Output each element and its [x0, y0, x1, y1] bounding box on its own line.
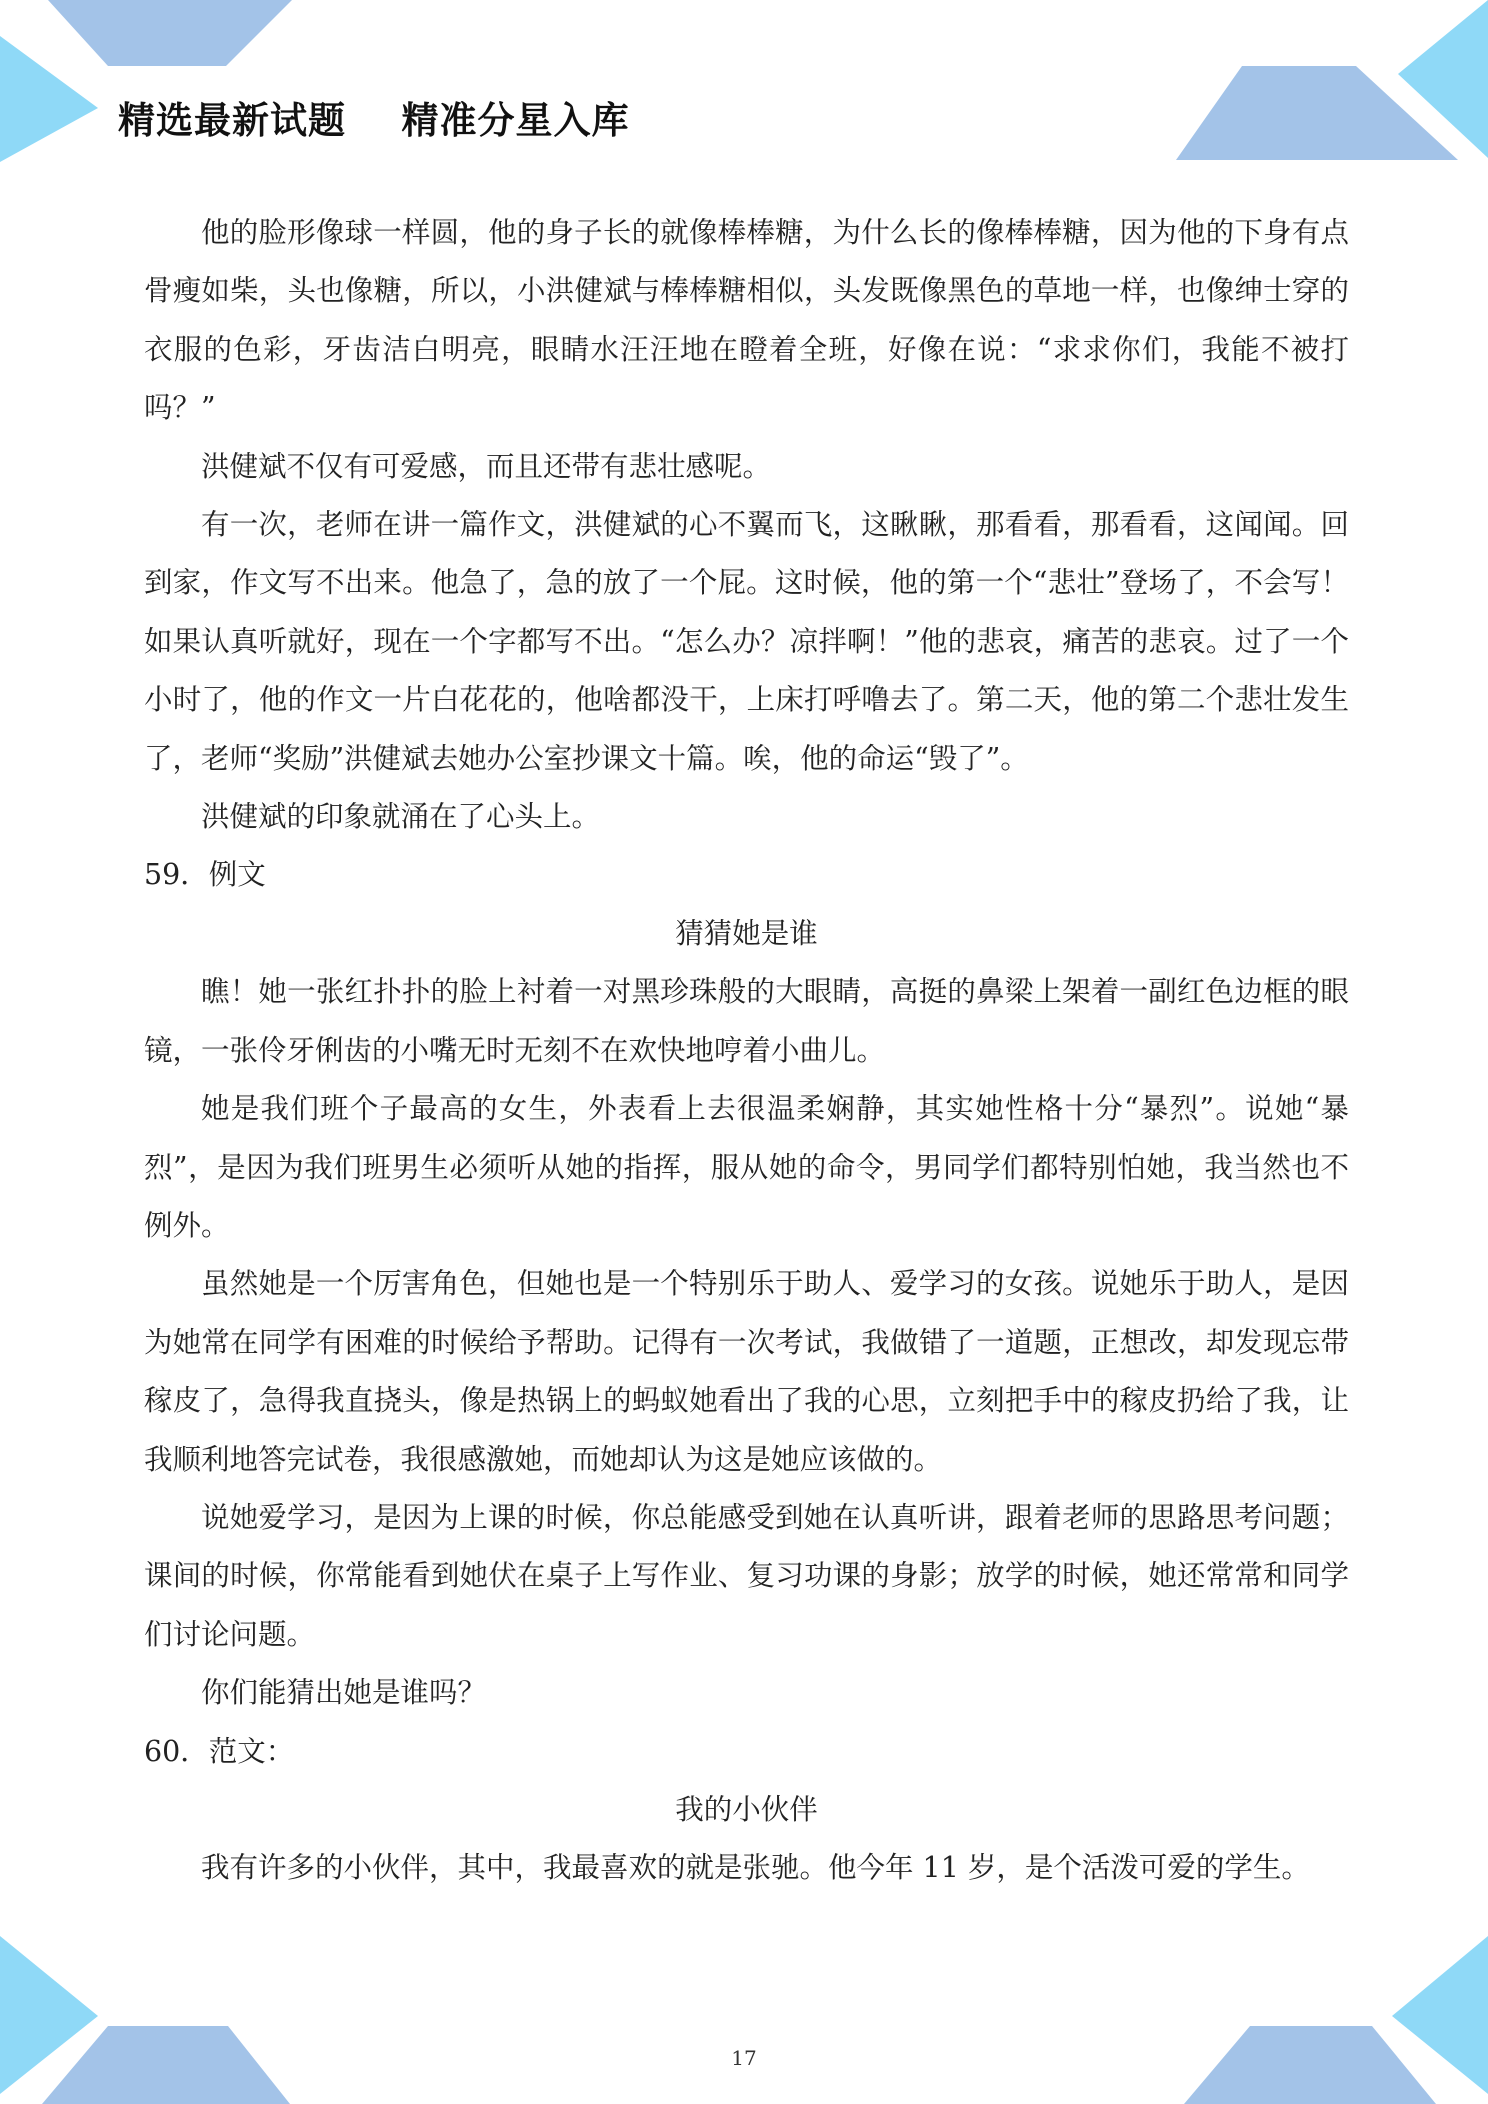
document-body — [144, 204, 1349, 1898]
paragraph: 说她爱学习，是因为上课的时候，你总能感受到她在认真听讲，跟着老师的思路思考问题；课间的时候，你常能看到她伏在桌子上写作业、复习功课的身影；放学的时候，她还常常和同学们讨论问题。 — [144, 1500, 1349, 1651]
top-left-triangle — [0, 36, 98, 162]
paragraph: 她是我们班个子最高的女生，外表看上去很温柔娴静，其实她性格十分“暴烈”。说她“暴烈”，是因为我们班男生必须听从她的指挥，服从她的命令，男同学们都特别怕她，我当然也不例外。 — [144, 1092, 1349, 1242]
page-number: 17 — [731, 2046, 757, 2070]
bottom-left-decoration — [0, 1930, 300, 2104]
paragraph: 我有许多的小伙伴，其中，我最喜欢的就是张驰。他今年 11 岁，是个活泼可爱的学生。 — [201, 1851, 1310, 1885]
top-left-decoration — [0, 0, 300, 170]
top-right-decoration — [1170, 0, 1488, 170]
top-left-trapezoid — [48, 0, 292, 66]
paragraph: 洪健斌不仅有可爱感，而且还带有悲壮感呢。 — [201, 449, 772, 483]
bottom-right-decoration — [1170, 1930, 1488, 2104]
question-number: 59．例文 — [144, 858, 266, 892]
question-number: 60．范文： — [144, 1734, 295, 1768]
essay-title: 猜猜她是谁 — [675, 916, 818, 950]
paragraph: 你们能猜出她是谁吗？ — [201, 1676, 487, 1710]
header-title: 精选最新试题 精准分星入库 — [118, 99, 630, 142]
essay-title: 我的小伙伴 — [675, 1792, 818, 1826]
paragraph: 虽然她是一个厉害角色，但她也是一个特别乐于助人、爱学习的女孩。说她乐于助人，是因为她常在同学有困难的时候给予帮助。记得有一次考试，我做错了一道题，正想改，却发现忘带稼皮了，急得我直挠头，像是热锅上的蚂蚁她看出了我的心思，立刻把手中的稼皮扔给了我，让我顺利地答完试卷，我很感激她，而她却认为这是她应该做的。 — [144, 1267, 1349, 1476]
paragraph: 洪健斌的印象就涌在了心头上。 — [201, 800, 601, 834]
paragraph: 有一次，老师在讲一篇作文，洪健斌的心不翼而飞，这瞅瞅，那看看，那看看，这闻闻。回到家，作文写不出来。他急了，急的放了一个屁。这时候，他的第一个“悲壮”登场了，不会写！如果认真听就好，现在一个字都写不出。“怎么办？凉拌啊！”他的悲哀，痛苦的悲哀。过了一个小时了，他的作文一片白花花的，他啥都没干，上床打呼噜去了。第二天，他的第二个悲壮发生了，老师“奖励”洪健斌去她办公室抄课文十篇。唉，他的命运“毁了”。 — [144, 508, 1349, 775]
paragraph: 瞧！她一张红扑扑的脸上衬着一对黑珍珠般的大眼睛，高挺的鼻梁上架着一副红色边框的眼镜，一张伶牙俐齿的小嘴无时无刻不在欢快地哼着小曲儿。 — [144, 975, 1349, 1067]
paragraph: 他的脸形像球一样圆，他的身子长的就像棒棒糖，为什么长的像棒棒糖，因为他的下身有点骨瘦如柴，头也像糖，所以，小洪健斌与棒棒糖相似，头发既像黑色的草地一样，也像绅士穿的衣服的色彩，牙齿洁白明亮，眼睛水汪汪地在瞪着全班，好像在说：“求求你们，我能不被打吗？” — [144, 216, 1349, 425]
